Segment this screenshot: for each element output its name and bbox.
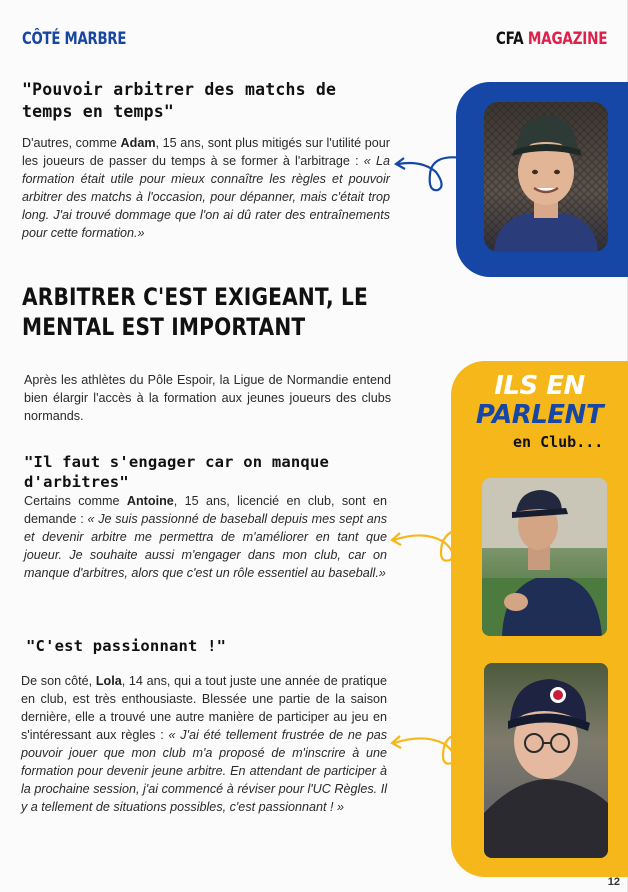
adam-name: Adam [120, 136, 156, 150]
arrow-to-antoine-icon [388, 520, 484, 570]
sidebar-subtitle: en Club... [513, 433, 604, 451]
paragraph-lola [21, 672, 387, 816]
section-title: ARBITRER C'EST EXIGEANT, LE MENTAL EST IMPORTANT [22, 283, 368, 341]
lola-quote: « J'ai été tellement frustrée de ne pas pouvoir jouer que mon club m'a proposé de m'inscrire à une formation pour devenir jeune arbitre. En attendant de participer à la prochaine session, j'ai commencé à réviser pour l'UC Règles. Il y a tellement de situations possibles, c'est passionnant ! » [21, 728, 388, 814]
lola-intro-text: De son côté, [21, 674, 96, 688]
lola-photo [484, 663, 608, 858]
adam-intro-text: D'autres, comme [22, 136, 121, 150]
page-number: 12 [607, 876, 620, 888]
lola-name: Lola [95, 674, 122, 688]
section-label: CÔTÉ MARBRE [22, 29, 127, 49]
antoine-context-text: , 15 ans, licencié en club, sont en demande : [24, 494, 387, 526]
antoine-name: Antoine [126, 494, 174, 508]
arrow-to-lola-icon [388, 725, 484, 775]
adam-quote: « La formation était utile pour mieux connaître les règles et pouvoir arbitrer des matchs à l'occasion, pour dépanner, mais c'était trop long. J'ai trouvé dommage que l'on ai dû rater des entraînements pour cette formation.» [22, 154, 390, 240]
magazine-suffix: MAGAZINE [527, 29, 607, 49]
antoine-portrait-illustration [482, 478, 607, 636]
antoine-photo [482, 478, 607, 636]
sidebar-title-line1: ILS EN [494, 371, 585, 401]
magazine-prefix: CFA [495, 29, 524, 49]
adam-context-text: , 15 ans, sont plus mitigés sur l'utilité pour les joueurs de passer du temps à se former à l'arbitrage : [22, 136, 390, 168]
quote-heading-antoine: "Il faut s'engager car on manque d'arbitres" [24, 453, 330, 491]
sidebar-title-line2: PARLENT [475, 400, 604, 430]
lola-portrait-illustration [484, 663, 608, 858]
lola-context-text: , 14 ans, qui a tout juste une année de pratique en club, est très enthousiaste. Blessée une partie de la saison dernière, elle a trouvé une autre manière de participer au jeu en s'intéressant aux règles : [21, 674, 387, 742]
paragraph-antoine [24, 492, 387, 582]
intro-paragraph: Après les athlètes du Pôle Espoir, la Ligue de Normandie entend bien élargir l'accès à la formation aux jeunes joueurs des clubs normands. [24, 373, 391, 423]
quote-heading-lola: "C'est passionnant !" [26, 637, 227, 655]
adam-photo [484, 102, 608, 252]
magazine-label [496, 29, 607, 49]
antoine-intro-text: Certains comme [24, 494, 127, 508]
adam-portrait-illustration [484, 102, 608, 252]
quote-heading-adam: "Pouvoir arbitrer des matchs de temps en temps" [22, 80, 337, 121]
antoine-quote: « Je suis passionné de baseball depuis mes sept ans et devenir arbitre me permettra de m'améliorer en tant que joueur. Je souhaite aussi m'engager dans mon club, car on manque d'arbitres, alors que c'est un rôle essentiel au baseball.» [24, 512, 388, 580]
paragraph-adam [22, 134, 390, 242]
arrow-to-adam-icon [392, 150, 464, 198]
